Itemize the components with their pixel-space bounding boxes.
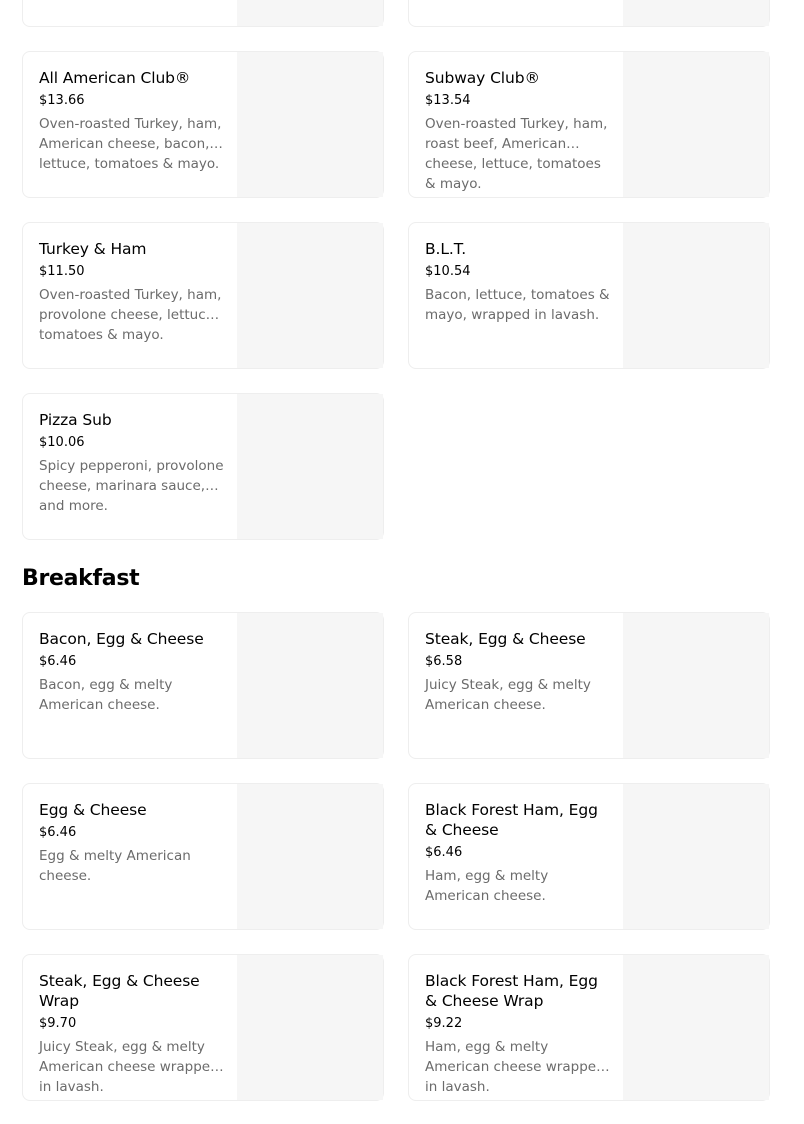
item-price: $13.54	[425, 93, 471, 108]
menu-item-card-turkey-ham[interactable]	[22, 222, 384, 369]
item-name: Turkey & Ham	[39, 240, 147, 258]
item-name: B.L.T.	[425, 240, 467, 258]
item-name: Egg & Cheese	[39, 801, 147, 819]
item-image-placeholder	[237, 52, 383, 197]
item-image-placeholder	[237, 613, 383, 758]
item-price: $9.70	[39, 1016, 77, 1031]
item-description: Ham, egg & melty American cheese wrapped in lavash.	[425, 1039, 605, 1095]
item-price: $11.50	[39, 264, 85, 279]
item-image-placeholder	[623, 955, 769, 1100]
section-title-breakfast: Breakfast	[22, 566, 140, 591]
item-name: Subway Club®	[425, 69, 540, 87]
item-image-placeholder	[237, 0, 383, 26]
menu-item-card[interactable]	[408, 0, 770, 27]
item-image-placeholder	[237, 784, 383, 929]
item-image-placeholder	[623, 0, 769, 26]
item-price: $6.46	[39, 654, 77, 669]
item-name: Bacon, Egg & Cheese	[39, 630, 204, 648]
item-price: $13.66	[39, 93, 85, 108]
item-image-placeholder	[623, 613, 769, 758]
menu-item-card-egg-cheese[interactable]	[22, 783, 384, 930]
menu-item-card-steak-egg-cheese-wrap[interactable]	[22, 954, 384, 1101]
item-description: Juicy Steak, egg & melty American cheese wrapped in lavash.	[39, 1039, 219, 1095]
item-name: All American Club®	[39, 69, 191, 87]
menu-item-card[interactable]	[22, 0, 384, 27]
menu-item-card-blt[interactable]	[408, 222, 770, 369]
menu-item-card-pizza-sub[interactable]	[22, 393, 384, 540]
item-image-placeholder	[237, 394, 383, 539]
menu-item-card-steak-egg-cheese[interactable]	[408, 612, 770, 759]
item-image-placeholder	[237, 955, 383, 1100]
menu-item-card-subway-club[interactable]	[408, 51, 770, 198]
item-description: Ham, egg & melty American cheese.	[425, 868, 549, 904]
item-image-placeholder	[237, 223, 383, 368]
menu-item-card-black-forest-ham-egg-cheese-wrap[interactable]	[408, 954, 770, 1101]
item-description: Bacon, egg & melty American cheese.	[39, 677, 173, 713]
item-description: Egg & melty American cheese.	[39, 848, 191, 884]
item-description: Oven-roasted Turkey, ham, roast beef, American cheese, lettuce, tomatoes & mayo.	[425, 116, 608, 192]
item-description: Oven-roasted Turkey, ham, American cheese, bacon, lettuce, tomatoes & mayo.	[39, 116, 222, 172]
item-description: Juicy Steak, egg & melty American cheese.	[425, 677, 591, 713]
item-price: $6.46	[425, 845, 463, 860]
item-name: Pizza Sub	[39, 411, 112, 429]
menu-item-card-black-forest-ham-egg-cheese[interactable]	[408, 783, 770, 930]
item-description: Spicy pepperoni, provolone cheese, marinara sauce, and more.	[39, 458, 224, 514]
item-name: Black Forest Ham, Egg & Cheese	[425, 801, 598, 839]
item-price: $9.22	[425, 1016, 463, 1031]
menu-item-card-bacon-egg-cheese[interactable]	[22, 612, 384, 759]
item-name: Steak, Egg & Cheese	[425, 630, 586, 648]
item-price: $6.46	[39, 825, 77, 840]
item-price: $6.58	[425, 654, 463, 669]
item-price: $10.54	[425, 264, 471, 279]
menu-item-card-all-american-club[interactable]	[22, 51, 384, 198]
item-description: Bacon, lettuce, tomatoes & mayo, wrapped in lavash.	[425, 287, 610, 323]
item-image-placeholder	[623, 223, 769, 368]
item-image-placeholder	[623, 784, 769, 929]
item-name: Steak, Egg & Cheese Wrap	[39, 972, 200, 1010]
item-name: Black Forest Ham, Egg & Cheese Wrap	[425, 972, 598, 1010]
item-description: Oven-roasted Turkey, ham, provolone cheese, lettuce, tomatoes & mayo.	[39, 287, 222, 343]
item-image-placeholder	[623, 52, 769, 197]
item-price: $10.06	[39, 435, 85, 450]
